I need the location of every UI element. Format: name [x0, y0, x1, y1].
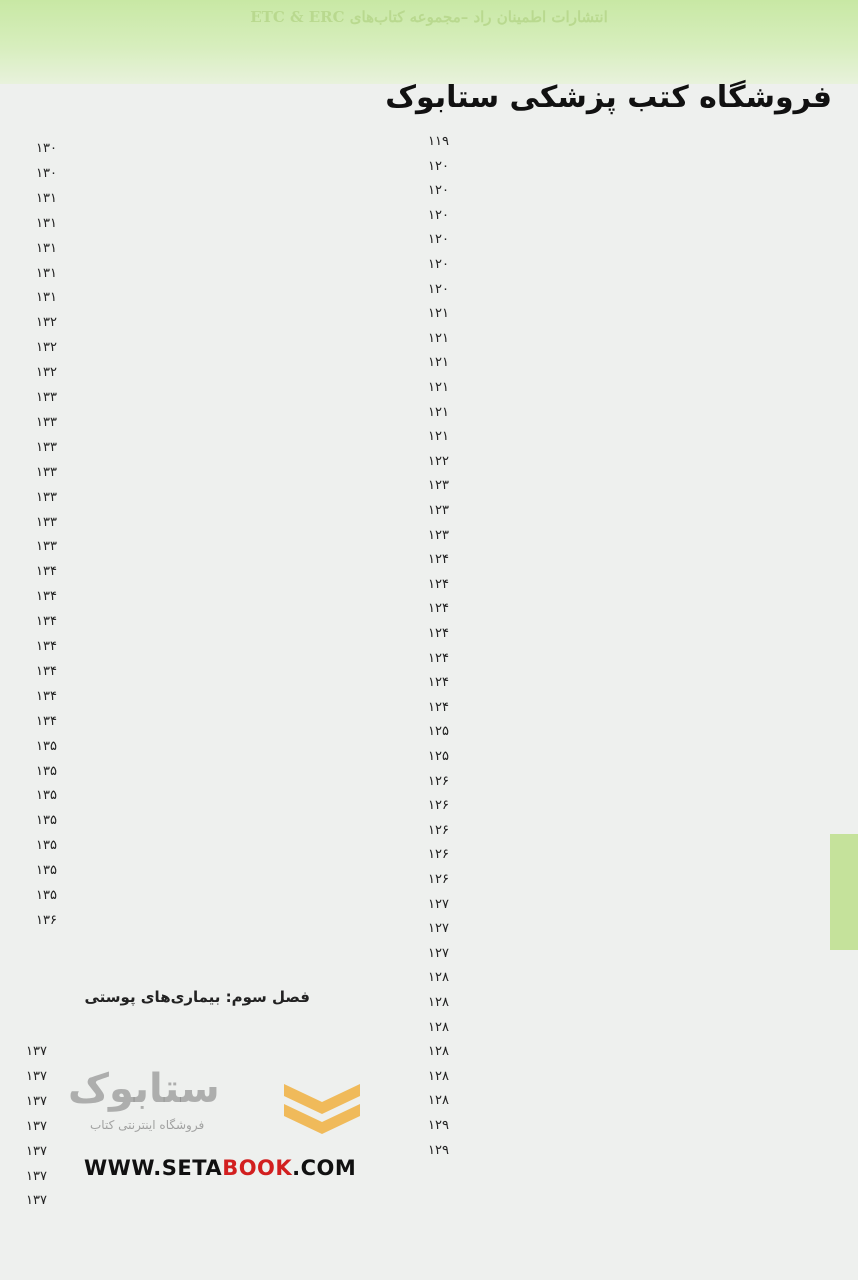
toc-entry-page: ۱۳۵ [36, 738, 57, 754]
toc-entry-page: ۱۳۲ [36, 315, 57, 331]
toc-entry-page: ۱۳۷ [26, 1068, 47, 1084]
toc-entry-page: ۱۲۰ [428, 281, 449, 297]
toc-entry-page: ۱۳۳ [36, 539, 57, 555]
store-watermark-title: فروشگاه کتب پزشکی ستابوک [385, 80, 832, 115]
toc-entry-page: ۱۲۸ [428, 970, 449, 986]
toc-entry-page: ۱۲۹ [428, 1118, 449, 1133]
toc-entry-page: ۱۲۶ [428, 872, 449, 887]
toc-entry-page: ۱۲۴ [428, 650, 449, 666]
toc-entry-page: ۱۲۴ [428, 601, 449, 617]
header-band [0, 0, 858, 84]
toc-entry-page: ۱۲۶ [428, 773, 449, 789]
toc-entry-page: ۱۳۳ [36, 464, 57, 480]
toc-entry-page: ۱۳۵ [36, 888, 57, 903]
toc-entry-page: ۱۲۰ [428, 257, 449, 272]
toc-entry-page: ۱۲۱ [428, 404, 449, 420]
toc-entry-page: ۱۲۴ [428, 576, 449, 592]
toc-entry-page: ۱۳۵ [36, 813, 57, 829]
url-part-3: .COM [292, 1156, 357, 1180]
toc-entry-page: ۱۲۰ [428, 158, 449, 174]
toc-entry-page: ۱۳۴ [36, 639, 57, 654]
toc-entry-page: ۱۲۱ [428, 330, 449, 346]
toc-entry-page: ۱۳۲ [36, 365, 57, 381]
toc-entry-page: ۱۳۷ [26, 1093, 47, 1109]
toc-entry-page: ۱۳۷ [26, 1118, 47, 1134]
series-title: انتشارات اطمینان راد –مجموعه کتاب‌های ETC & ERC [250, 8, 608, 26]
toc-entry-page: ۱۲۸ [428, 1068, 449, 1084]
toc-entry-page: ۱۳۱ [36, 240, 57, 256]
toc-entry-page: ۱۳۷ [26, 1143, 47, 1159]
toc-entry-page: ۱۳۷ [26, 1044, 47, 1059]
toc-entry-page: ۱۲۴ [428, 699, 449, 715]
toc-entry-page: ۱۳۴ [36, 663, 57, 679]
toc-entry-page: ۱۲۱ [428, 355, 449, 371]
toc-entry-page: ۱۳۳ [36, 414, 57, 430]
toc-entry-page: ۱۳۴ [36, 688, 57, 704]
toc-entry-page: ۱۳۱ [36, 265, 57, 281]
toc-entry-page: ۱۲۸ [428, 1019, 449, 1035]
toc-entry-page: ۱۲۸ [428, 995, 449, 1010]
toc-entry-page: ۱۲۱ [428, 429, 449, 445]
toc-entry-page: ۱۳۵ [36, 763, 57, 779]
toc-entry-page: ۱۲۳ [428, 527, 449, 543]
toc-entry-page: ۱۳۳ [36, 489, 57, 505]
logo-text: ستابوک [68, 1066, 220, 1112]
toc-entry-page: ۱۳۳ [36, 390, 57, 405]
toc-entry-page: ۱۳۱ [36, 215, 57, 231]
toc-entry-page: ۱۲۷ [428, 921, 449, 937]
book-stack-icon [280, 1074, 364, 1144]
store-url [84, 1156, 356, 1180]
toc-entry-page: ۱۳۵ [36, 838, 57, 854]
toc-entry-page: ۱۳۱ [36, 290, 57, 306]
toc-entry-page: ۱۳۰ [36, 141, 57, 156]
toc-entry-page: ۱۲۰ [428, 207, 449, 223]
toc-entry-page: ۱۲۷ [428, 896, 449, 912]
toc-entry-page: ۱۳۶ [36, 912, 57, 928]
toc-entry-page: ۱۲۶ [428, 847, 449, 863]
setabook-logo-watermark [68, 1066, 368, 1156]
toc-entry-page: ۱۳۰ [36, 165, 57, 181]
toc-entry-page: ۱۳۷ [26, 1168, 47, 1184]
toc-entry-page: ۱۳۳ [36, 514, 57, 530]
toc-entry-page: ۱۲۵ [428, 749, 449, 764]
toc-entry-page: ۱۲۶ [428, 798, 449, 814]
toc-entry-page: ۱۳۲ [36, 340, 57, 356]
toc-entry-page: ۱۲۵ [428, 724, 449, 740]
toc-entry-page: ۱۳۴ [36, 564, 57, 580]
toc-entry-page: ۱۳۵ [36, 863, 57, 879]
toc-entry-page: ۱۲۹ [428, 1142, 449, 1158]
toc-entry-page: ۱۲۴ [428, 626, 449, 641]
toc-entry-page: ۱۲۸ [428, 1093, 449, 1109]
chapter-heading: فصل سوم: بیماری‌های پوستی [84, 988, 310, 1006]
toc-entry-page: ۱۳۵ [36, 788, 57, 804]
toc-entry-page: ۱۲۱ [428, 306, 449, 322]
url-part-2: BOOK [222, 1156, 293, 1180]
toc-entry-page: ۱۳۷ [26, 1193, 47, 1209]
toc-entry-page: ۱۲۸ [428, 1044, 449, 1060]
toc-entry-page: ۱۲۰ [428, 183, 449, 199]
logo-subtitle: فروشگاه اینترنتی کتاب [90, 1118, 205, 1132]
toc-entry-page: ۱۲۷ [428, 945, 449, 961]
toc-entry-page: ۱۲۳ [428, 478, 449, 494]
toc-entry-page: ۱۳۴ [36, 713, 57, 729]
toc-entry-page: ۱۳۴ [36, 614, 57, 630]
toc-entry-page: ۱۲۲ [428, 453, 449, 469]
toc-entry-page: ۱۲۴ [428, 552, 449, 568]
toc-entry-page: ۱۱۹ [428, 134, 449, 149]
toc-entry-page: ۱۳۴ [36, 589, 57, 605]
toc-entry-page: ۱۲۶ [428, 822, 449, 838]
url-part-1: WWW.SETA [84, 1156, 223, 1180]
toc-entry-page: ۱۲۱ [428, 380, 449, 395]
toc-entry-page: ۱۲۳ [428, 503, 449, 518]
toc-entry-page: ۱۲۴ [428, 675, 449, 691]
toc-entry-page: ۱۳۱ [36, 190, 57, 206]
chapter-edge-tab [830, 834, 858, 950]
toc-entry-page: ۱۳۳ [36, 439, 57, 455]
toc-entry-page: ۱۲۰ [428, 232, 449, 248]
